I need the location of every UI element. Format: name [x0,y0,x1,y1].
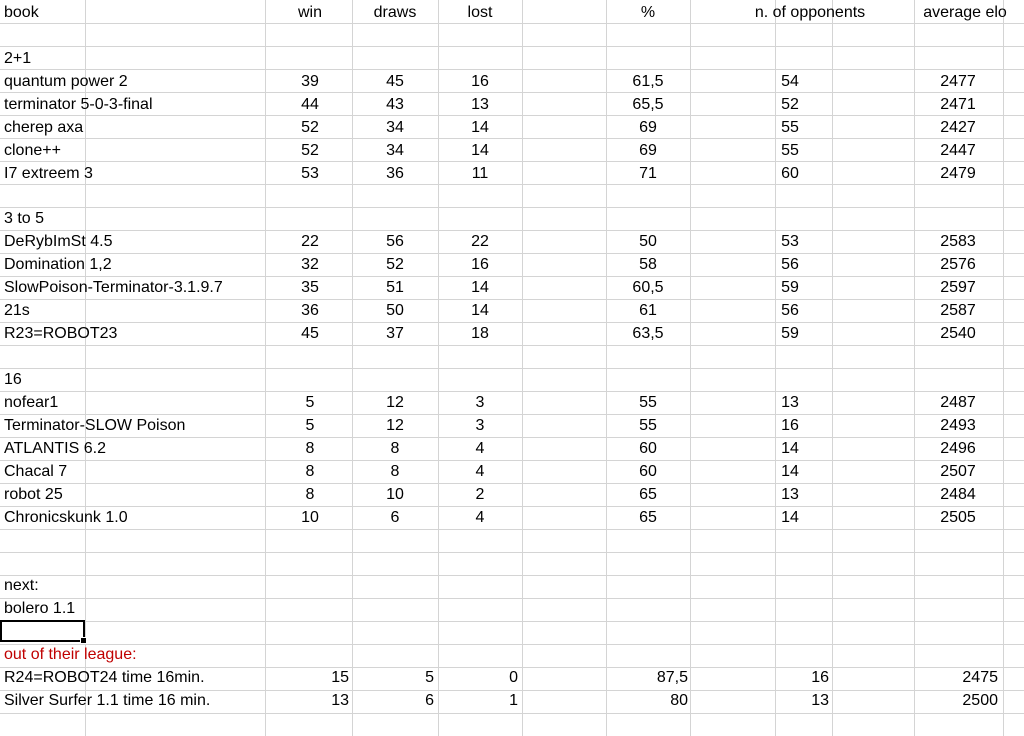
gridline-horizontal [0,69,1024,70]
win-cell[interactable]: 5 [305,394,315,411]
lost-cell[interactable]: 14 [471,279,489,296]
lost-cell[interactable]: 16 [471,256,489,273]
lost-cell[interactable]: 22 [471,233,489,250]
draws-cell[interactable]: 12 [386,394,404,411]
pct-cell[interactable]: 58 [639,256,657,273]
elo-cell[interactable]: 2507 [940,463,976,480]
gridline-horizontal [0,161,1024,162]
elo-cell[interactable]: 2477 [940,73,976,90]
pct-cell[interactable]: 60 [639,463,657,480]
draws-cell[interactable]: 51 [386,279,404,296]
elo-cell[interactable]: 2475 [962,669,998,686]
elo-cell[interactable]: 2500 [962,692,998,709]
section-title[interactable]: 16 [4,371,22,388]
pct-cell[interactable]: 60 [639,440,657,457]
lost-cell[interactable]: 3 [475,417,485,434]
gridline-horizontal [0,621,1024,622]
win-cell[interactable]: 5 [305,417,315,434]
gridline-horizontal [0,644,1024,645]
pct-cell[interactable]: 87,5 [656,669,688,686]
elo-cell[interactable]: 2484 [940,486,976,503]
book-name-cell[interactable]: robot 25 [4,486,63,503]
gridline-horizontal [0,529,1024,530]
elo-cell[interactable]: 2583 [940,233,976,250]
next-label[interactable]: next: [4,577,39,594]
win-cell[interactable]: 32 [301,256,319,273]
book-name-cell[interactable]: Chacal 7 [4,463,68,480]
draws-cell[interactable]: 5 [425,669,434,686]
header-average-elo[interactable]: average elo [923,4,1007,21]
elo-cell[interactable]: 2587 [940,302,976,319]
pct-cell[interactable]: 65 [639,486,657,503]
lost-cell[interactable]: 18 [471,325,489,342]
header-draws[interactable]: draws [373,4,417,21]
pct-cell[interactable]: 69 [639,119,657,136]
draws-cell[interactable]: 45 [386,73,404,90]
lost-cell[interactable]: 0 [509,669,518,686]
pct-cell[interactable]: 50 [639,233,657,250]
header-win[interactable]: win [297,4,323,21]
win-cell[interactable]: 8 [305,440,315,457]
win-cell[interactable]: 39 [301,73,319,90]
pct-cell[interactable]: 69 [639,142,657,159]
opponents-cell[interactable]: 60 [781,165,799,182]
pct-cell[interactable]: 80 [670,692,688,709]
header-lost[interactable]: lost [467,4,493,21]
opponents-cell[interactable]: 16 [781,417,799,434]
book-name-cell[interactable]: Domination 1,2 [4,256,112,273]
opponents-cell[interactable]: 14 [781,463,799,480]
book-name-cell[interactable]: DeRybImSt 4.5 [4,233,113,250]
elo-cell[interactable]: 2540 [940,325,976,342]
opponents-cell[interactable]: 14 [781,440,799,457]
gridline-horizontal [0,552,1024,553]
draws-cell[interactable]: 34 [386,119,404,136]
gridline-horizontal [0,184,1024,185]
win-cell[interactable]: 44 [301,96,319,113]
gridline-horizontal [0,368,1024,369]
elo-cell[interactable]: 2496 [940,440,976,457]
book-name-cell[interactable]: R23=ROBOT23 [4,325,118,342]
draws-cell[interactable]: 6 [390,509,400,526]
selected-cell[interactable] [0,620,85,642]
opponents-cell[interactable]: 14 [781,509,799,526]
lost-cell[interactable]: 14 [471,119,489,136]
pct-cell[interactable]: 60,5 [632,279,664,296]
lost-cell[interactable]: 4 [475,463,485,480]
elo-cell[interactable]: 2427 [940,119,976,136]
gridline-horizontal [0,575,1024,576]
lost-cell[interactable]: 2 [475,486,485,503]
draws-cell[interactable]: 8 [390,440,400,457]
gridline-horizontal [0,506,1024,507]
lost-cell[interactable]: 14 [471,302,489,319]
gridline-horizontal [0,345,1024,346]
gridline-horizontal [0,598,1024,599]
win-cell[interactable]: 10 [301,509,319,526]
win-cell[interactable]: 53 [301,165,319,182]
gridline-horizontal [0,437,1024,438]
pct-cell[interactable]: 61,5 [632,73,664,90]
draws-cell[interactable]: 36 [386,165,404,182]
elo-cell[interactable]: 2447 [940,142,976,159]
draws-cell[interactable]: 50 [386,302,404,319]
gridline-horizontal [0,299,1024,300]
gridline-horizontal [0,483,1024,484]
gridline-horizontal [0,460,1024,461]
draws-cell[interactable]: 10 [386,486,404,503]
section-title[interactable]: 2+1 [4,50,32,67]
book-name-cell[interactable]: 21s [4,302,30,319]
opponents-cell[interactable]: 59 [781,325,799,342]
gridline-horizontal [0,713,1024,714]
header-book[interactable]: book [4,4,39,21]
elo-cell[interactable]: 2576 [940,256,976,273]
draws-cell[interactable]: 37 [386,325,404,342]
pct-cell[interactable]: 61 [639,302,657,319]
lost-cell[interactable]: 13 [471,96,489,113]
lost-cell[interactable]: 11 [471,165,489,182]
lost-cell[interactable]: 4 [475,440,485,457]
book-name-cell[interactable]: nofear1 [4,394,59,411]
book-name-cell[interactable]: terminator 5-0-3-final [4,96,153,113]
win-cell[interactable]: 8 [305,486,315,503]
book-name-cell[interactable]: Silver Surfer 1.1 time 16 min. [4,692,211,709]
lost-cell[interactable]: 3 [475,394,485,411]
draws-cell[interactable]: 34 [386,142,404,159]
pct-cell[interactable]: 55 [639,394,657,411]
opponents-cell[interactable]: 55 [781,119,799,136]
header-percent[interactable]: % [640,4,656,21]
win-cell[interactable]: 52 [301,142,319,159]
draws-cell[interactable]: 56 [386,233,404,250]
win-cell[interactable]: 45 [301,325,319,342]
opponents-cell[interactable]: 55 [781,142,799,159]
win-cell[interactable]: 15 [331,669,349,686]
opponents-cell[interactable]: 53 [781,233,799,250]
book-name-cell[interactable]: clone++ [4,142,61,159]
opponents-cell[interactable]: 56 [781,256,799,273]
elo-cell[interactable]: 2487 [940,394,976,411]
gridline-horizontal [0,46,1024,47]
opponents-cell[interactable]: 13 [781,394,799,411]
league-title[interactable]: out of their league: [4,646,137,663]
gridline-horizontal [0,92,1024,93]
book-name-cell[interactable]: cherep axa [4,119,84,136]
gridline-horizontal [0,230,1024,231]
section-title[interactable]: 3 to 5 [4,210,45,227]
lost-cell[interactable]: 4 [475,509,485,526]
win-cell[interactable]: 36 [301,302,319,319]
draws-cell[interactable]: 8 [390,463,400,480]
opponents-cell[interactable]: 56 [781,302,799,319]
lost-cell[interactable]: 16 [471,73,489,90]
gridline-horizontal [0,391,1024,392]
pct-cell[interactable]: 65,5 [632,96,664,113]
elo-cell[interactable]: 2505 [940,509,976,526]
gridline-horizontal [0,322,1024,323]
elo-cell[interactable]: 2493 [940,417,976,434]
book-name-cell[interactable]: Chronicskunk 1.0 [4,509,128,526]
opponents-cell[interactable]: 52 [781,96,799,113]
win-cell[interactable]: 13 [331,692,349,709]
pct-cell[interactable]: 63,5 [632,325,664,342]
opponents-cell[interactable]: 59 [781,279,799,296]
elo-cell[interactable]: 2597 [940,279,976,296]
book-name-cell[interactable]: ATLANTIS 6.2 [4,440,106,457]
pct-cell[interactable]: 65 [639,509,657,526]
pct-cell[interactable]: 71 [639,165,657,182]
opponents-cell[interactable]: 54 [781,73,799,90]
gridline-horizontal [0,207,1024,208]
win-cell[interactable]: 8 [305,463,315,480]
win-cell[interactable]: 22 [301,233,319,250]
draws-cell[interactable]: 12 [386,417,404,434]
win-cell[interactable]: 35 [301,279,319,296]
book-name-cell[interactable]: SlowPoison-Terminator-3.1.9.7 [4,279,223,296]
book-name-cell[interactable]: R24=ROBOT24 time 16min. [4,669,205,686]
gridline-horizontal [0,253,1024,254]
book-name-cell[interactable]: I7 extreem 3 [4,165,93,182]
book-name-cell[interactable]: Terminator-SLOW Poison [4,417,186,434]
elo-cell[interactable]: 2479 [940,165,976,182]
opponents-cell[interactable]: 13 [811,692,829,709]
opponents-cell[interactable]: 13 [781,486,799,503]
next-item[interactable]: bolero 1.1 [4,600,76,617]
gridline-horizontal [0,23,1024,24]
elo-cell[interactable]: 2471 [940,96,976,113]
win-cell[interactable]: 52 [301,119,319,136]
draws-cell[interactable]: 43 [386,96,404,113]
lost-cell[interactable]: 1 [509,692,518,709]
header-opponents[interactable]: n. of opponents [754,4,866,21]
draws-cell[interactable]: 6 [425,692,434,709]
gridline-horizontal [0,138,1024,139]
pct-cell[interactable]: 55 [639,417,657,434]
lost-cell[interactable]: 14 [471,142,489,159]
draws-cell[interactable]: 52 [386,256,404,273]
opponents-cell[interactable]: 16 [811,669,829,686]
gridline-horizontal [0,115,1024,116]
book-name-cell[interactable]: quantum power 2 [4,73,128,90]
